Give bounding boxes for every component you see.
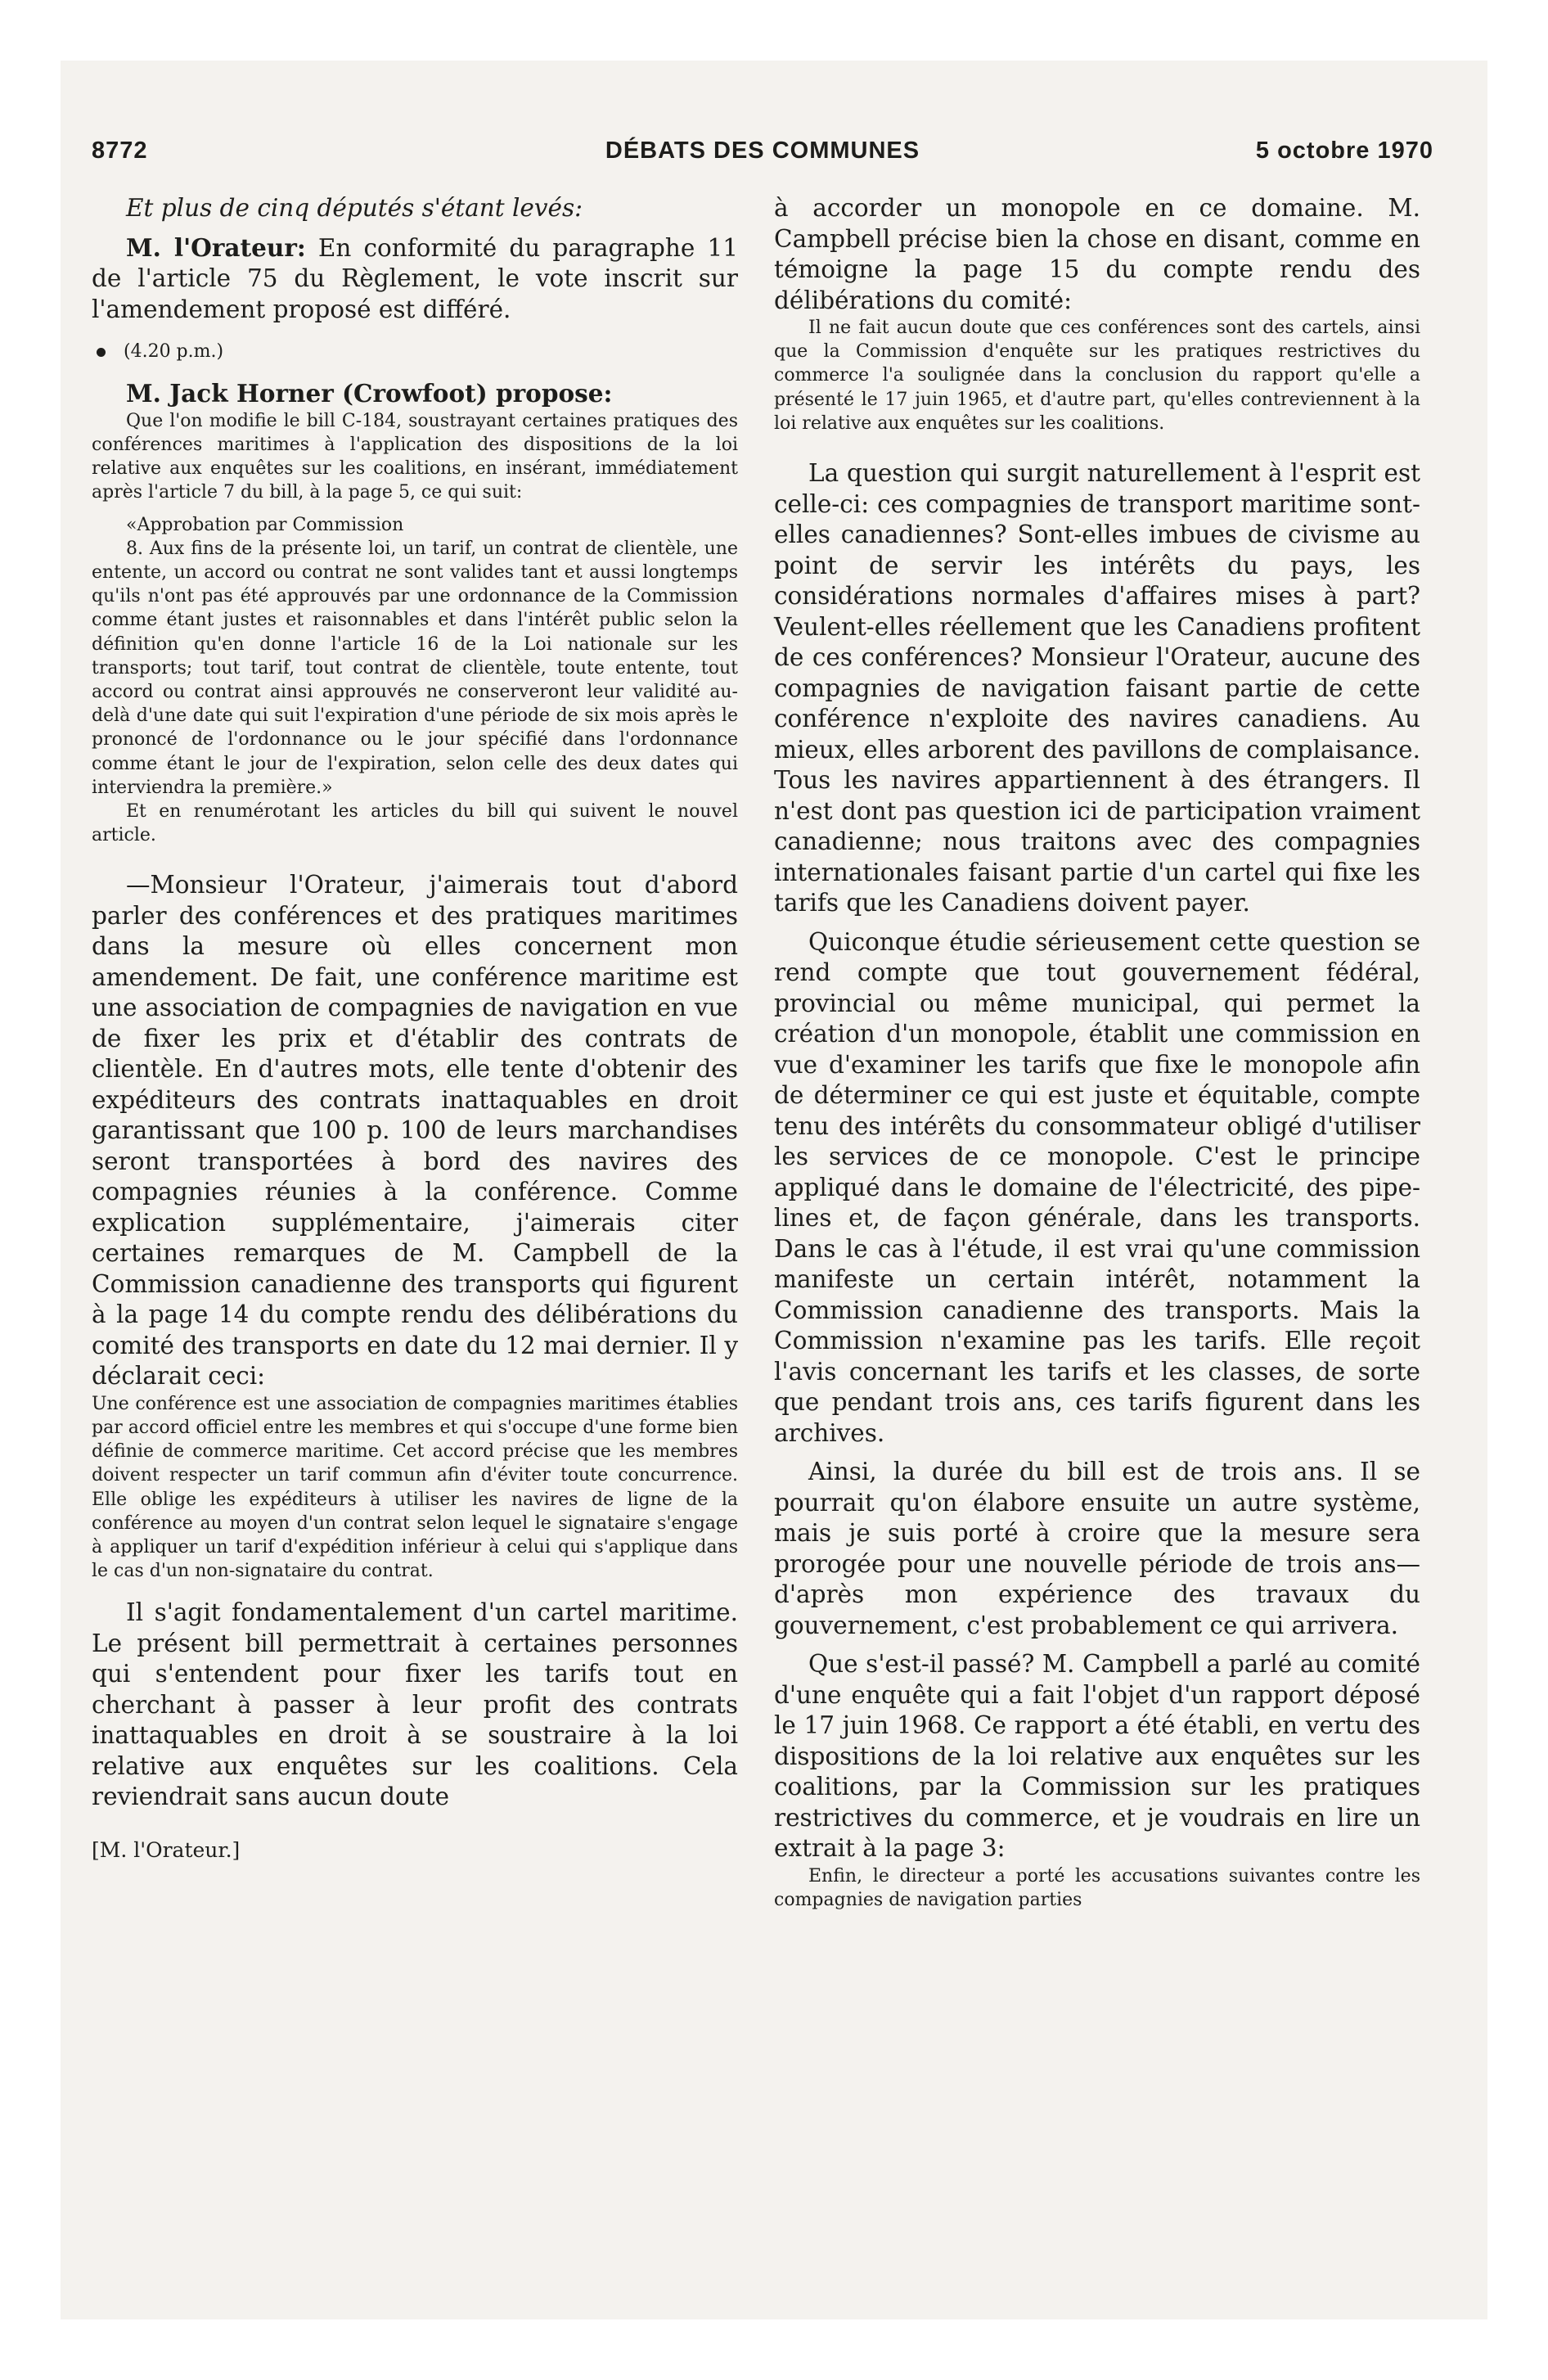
motion-heading: M. Jack Horner (Crowfoot) propose: — [126, 379, 613, 408]
quotation: Enfin, le directeur a porté les accusations suivantes contre les compagnies de navigation parties — [774, 1865, 1420, 1910]
renumber-text: Et en renumérotant les articles du bill qui suivent le nouvel article. — [92, 800, 738, 846]
speech-paragraph: Quiconque étudie sérieusement cette question se rend compte que tout gouvernement fédéral, provincial ou même municipal, qui permet la création d'un monopole, établit une commission en vue d'examiner les tarifs que fixe le monopole afin de déterminer ce qui est juste et équitable, compte tenu des intérêts du consommateur obligé d'utiliser les services de ce monopole. C'est le principe appliqué dans le domaine de l'électricité, des pipe-lines et, de façon générale, dans les transports. Dans le cas à l'étude, il est vrai qu'une commission manifeste un certain intérêt, notamment la Commission canadienne des transports. Mais la Commission n'examine pas les tarifs. Elle reçoit l'avis concernant les tarifs et les classes, de sorte que pendant trois ans, ces tarifs figurent dans les archives. — [774, 927, 1420, 1447]
timestamp: (4.20 p.m.) — [92, 340, 738, 363]
motion-text: Que l'on modifie le bill C-184, soustrayant certaines pratiques des conférences maritimes à l'application des dispositions de la loi relative aux enquêtes sur les coalitions, en insérant, immédiatement après l'article 7 du bill, à la page 5, ce qui suit: — [92, 410, 738, 503]
clause-text: 8. Aux fins de la présente loi, un tarif, un contrat de clientèle, une entente, un accord ou contrat ne sont valides tant et aussi longtemps qu'ils n'ont pas été approuvés par une ordonnance de la Commission comme étant justes et raisonnables et dans l'intérêt public selon la définition qu'en donne l'article 16 de la Loi nationale sur les transports; tout tarif, tout contrat de clientèle, toute entente, tout accord ou contrat ainsi approuvés ne conserveront leur validité au-delà d'une date qui suit l'expiration d'une période de six mois après le prononcé de l'ordonnance ou le jour spécifié dans l'ordonnance comme étant le jour de l'expiration, selon celle des deux dates qui interviendra la première.» — [92, 538, 738, 798]
page-number: 8772 — [92, 137, 148, 164]
left-column — [92, 193, 738, 1864]
approval-title: «Approbation par Commission — [126, 514, 404, 535]
speech-paragraph: à accorder un monopole en ce domaine. M. Campbell précise bien la chose en disant, comme en témoigne la page 15 du compte rendu des délibérations du comité: — [774, 194, 1420, 314]
page-header — [92, 137, 1433, 174]
speech-paragraph: Il s'agit fondamentalement d'un cartel maritime. Le présent bill permettrait à certaines personnes qui s'entendent pour fixer les tarifs tout en cherchant à passer à leur profit des contrats inattaquables en droit à se soustraire à la loi relative aux enquêtes sur les coalitions. Cela reviendrait sans aucun doute — [92, 1598, 738, 1811]
paragraph-text: En conformité du paragraphe 11 de l'article 75 du Règlement, le vote inscrit sur l'amendement proposé est différé. — [92, 233, 739, 323]
speech-paragraph: Que s'est-il passé? M. Campbell a parlé au comité d'une enquête qui a fait l'objet d'un rapport déposé le 17 juin 1968. Ce rapport a été établi, en vertu des dispositions de la loi relative aux enquêtes sur les coalitions, par la Commission sur les pratiques restrictives du commerce, et je voudrais en lire un extrait à la page 3: — [774, 1650, 1420, 1863]
quotation: Une conférence est une association de compagnies maritimes établies par accord officiel entre les membres et qui s'occupe d'une forme bien définie de commerce maritime. Cet accord précise que les membres doivent respecter un tarif commun afin d'éviter toute concurrence. Elle oblige les expéditeurs à utiliser les navires de ligne de la conférence au moyen d'un contrat selon lequel le signataire s'engage à appliquer un tarif d'expédition inférieur à celui qui s'applique dans le cas d'un non-signataire du contrat. — [92, 1393, 738, 1582]
speaker-name: M. l'Orateur: — [126, 232, 306, 262]
publication-title: DÉBATS DES COMMUNES — [605, 137, 920, 164]
publication-date: 5 octobre 1970 — [1255, 137, 1433, 164]
stage-direction: Et plus de cinq députés s'étant levés: — [126, 194, 583, 222]
right-column — [774, 193, 1420, 1912]
footer-note: [M. l'Orateur.] — [92, 1837, 241, 1862]
speaker-paragraph — [92, 232, 738, 326]
quotation: Il ne fait aucun doute que ces conférences sont des cartels, ainsi que la Commission d'enquête sur les pratiques restrictives du commerce l'a soulignée dans la conclusion du rapport qu'elle a présenté le 17 juin 1965, et d'autre part, qu'elles contreviennent à la loi relative aux enquêtes sur les coalitions. — [774, 318, 1420, 434]
speech-paragraph: Ainsi, la durée du bill est de trois ans. Il se pourrait qu'on élabore ensuite un autre système, mais je suis porté à croire que la mesure sera prorogée pour une nouvelle période de trois ans—d'après mon expérience des travaux du gouvernement, c'est probablement ce qui arrivera. — [774, 1458, 1420, 1639]
speech-paragraph: —Monsieur l'Orateur, j'aimerais tout d'abord parler des conférences et des pratiques maritimes dans la mesure où elles concernent mon amendement. De fait, une conférence maritime est une association de compagnies de navigation en vue de fixer les prix et d'établir des contrats de clientèle. En d'autres mots, elle tente d'obtenir des expéditeurs des contrats inattaquables en droit garantissant que 100 p. 100 de leurs marchandises seront transportées à bord des navires des compagnies réunies à la conférence. Comme explication supplémentaire, j'aimerais citer certaines remarques de M. Campbell de la Commission canadienne des transports qui figurent à la page 14 du compte rendu des délibérations du comité des transports en date du 12 mai dernier. Il y déclarait ceci: — [92, 871, 738, 1391]
bullet-icon — [97, 348, 106, 357]
speech-paragraph: La question qui surgit naturellement à l'esprit est celle-ci: ces compagnies de transport maritime sont-elles canadiennes? Sont-elles imbues de civisme au point de servir les intérêts du pays, les considérations normales d'affaires mises à part? Veulent-elles réellement que les Canadiens profitent de ces conférences? Monsieur l'Orateur, aucune des compagnies de navigation faisant partie de cette conférence n'exploite des navires canadiens. Au mieux, elles arborent des pavillons de complaisance. Tous les navires appartiennent à des étrangers. Il n'est dont pas question ici de participation vraiment canadienne; nous traitons avec des compagnies internationales faisant partie d'un cartel qui fixe les tarifs que les Canadiens doivent payer. — [774, 459, 1420, 917]
